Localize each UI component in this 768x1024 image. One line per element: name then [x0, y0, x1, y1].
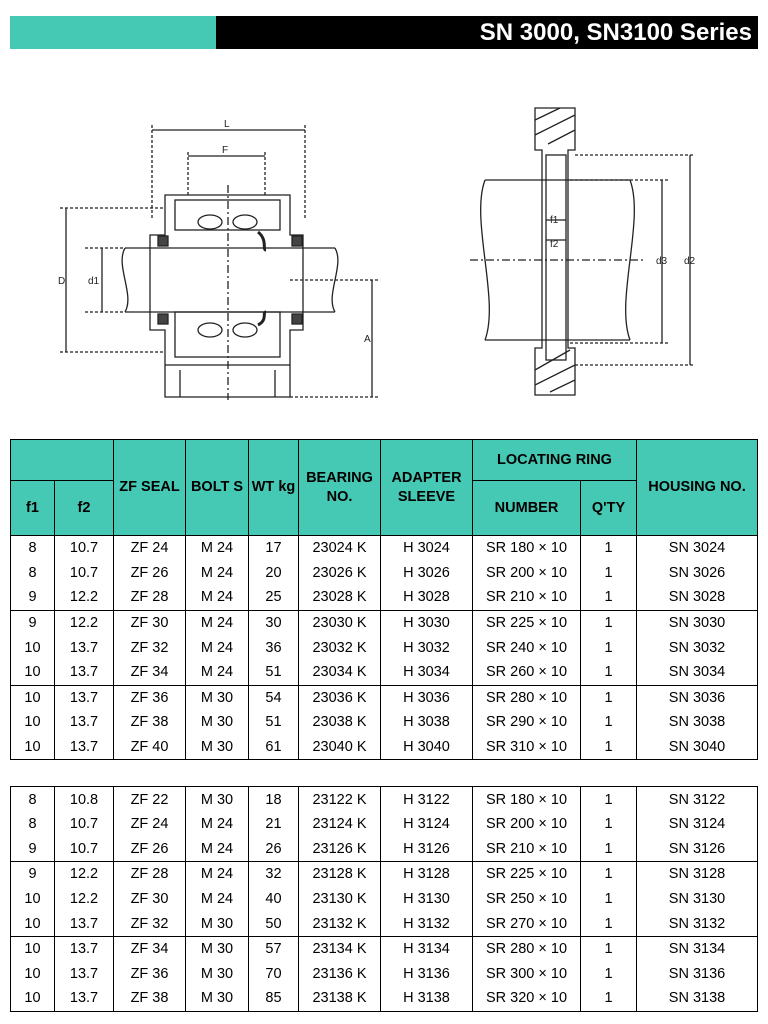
dim-label-L: L [224, 119, 230, 130]
cell-ring: SR 225 × 10 [473, 862, 581, 887]
header-f1: f1 [11, 481, 55, 536]
dim-label-A: A [364, 334, 371, 345]
cell-ring: SR 200 × 10 [473, 561, 581, 586]
cell-bearing: 23122 K [299, 787, 381, 812]
cell-adapter: H 3124 [381, 812, 473, 837]
cell-qty: 1 [581, 585, 637, 610]
cell-bolt: M 24 [186, 536, 249, 561]
cell-zf: ZF 36 [114, 962, 186, 987]
cell-f1: 10 [11, 986, 55, 1011]
table-row [11, 660, 758, 685]
cell-qty: 1 [581, 635, 637, 660]
table-row [11, 585, 758, 610]
page-title: SN 3000, SN3100 Series [216, 16, 758, 49]
header-qty: Q'TY [581, 481, 637, 536]
cell-adapter: H 3024 [381, 536, 473, 561]
cell-wt: 57 [249, 936, 299, 961]
cell-zf: ZF 38 [114, 710, 186, 735]
cell-wt: 25 [249, 585, 299, 610]
table-row [11, 787, 758, 812]
header-housing: HOUSING NO. [637, 440, 758, 536]
cell-adapter: H 3132 [381, 911, 473, 936]
table-row [11, 887, 758, 912]
dim-label-f1: f1 [550, 215, 559, 226]
cell-wt: 26 [249, 837, 299, 862]
header-blank [11, 440, 114, 481]
table-row [11, 610, 758, 635]
cell-f2: 13.7 [55, 936, 114, 961]
cell-housing: SN 3132 [637, 911, 758, 936]
cell-adapter: H 3032 [381, 635, 473, 660]
cell-wt: 70 [249, 962, 299, 987]
cell-bolt: M 24 [186, 812, 249, 837]
cell-f2: 10.7 [55, 812, 114, 837]
cell-bearing: 23136 K [299, 962, 381, 987]
cell-adapter: H 3034 [381, 660, 473, 685]
cell-adapter: H 3030 [381, 610, 473, 635]
cell-qty: 1 [581, 685, 637, 710]
cell-adapter: H 3134 [381, 936, 473, 961]
cell-bearing: 23134 K [299, 936, 381, 961]
cell-bearing: 23124 K [299, 812, 381, 837]
cell-ring: SR 240 × 10 [473, 635, 581, 660]
cell-adapter: H 3128 [381, 862, 473, 887]
dim-label-d2: d2 [684, 256, 696, 267]
table-row [11, 936, 758, 961]
cell-qty: 1 [581, 610, 637, 635]
cell-bolt: M 24 [186, 660, 249, 685]
cell-qty: 1 [581, 986, 637, 1011]
cell-qty: 1 [581, 787, 637, 812]
table-row [11, 685, 758, 710]
cell-f1: 10 [11, 635, 55, 660]
cell-f1: 9 [11, 837, 55, 862]
cell-bolt: M 24 [186, 561, 249, 586]
cell-zf: ZF 24 [114, 536, 186, 561]
cell-qty: 1 [581, 862, 637, 887]
cell-bearing: 23128 K [299, 862, 381, 887]
cell-ring: SR 290 × 10 [473, 710, 581, 735]
cell-bolt: M 30 [186, 787, 249, 812]
cell-zf: ZF 28 [114, 585, 186, 610]
header-locating-ring: LOCATING RING [473, 440, 637, 481]
cell-wt: 51 [249, 660, 299, 685]
table-row [11, 986, 758, 1011]
cell-adapter: H 3122 [381, 787, 473, 812]
cell-f1: 10 [11, 685, 55, 710]
cell-ring: SR 180 × 10 [473, 787, 581, 812]
table-row [11, 911, 758, 936]
cell-zf: ZF 36 [114, 685, 186, 710]
table-row [11, 561, 758, 586]
cell-wt: 17 [249, 536, 299, 561]
cell-bearing: 23132 K [299, 911, 381, 936]
cell-f2: 10.7 [55, 837, 114, 862]
cell-bolt: M 30 [186, 735, 249, 760]
header-adapter: ADAPTER SLEEVE [381, 440, 473, 536]
header-accent-bar [10, 16, 216, 49]
cell-zf: ZF 28 [114, 862, 186, 887]
cell-housing: SN 3038 [637, 710, 758, 735]
cell-bolt: M 24 [186, 862, 249, 887]
cell-bolt: M 24 [186, 887, 249, 912]
cell-f2: 12.2 [55, 862, 114, 887]
cell-f2: 10.8 [55, 787, 114, 812]
cell-ring: SR 200 × 10 [473, 812, 581, 837]
cell-qty: 1 [581, 735, 637, 760]
cell-bearing: 23040 K [299, 735, 381, 760]
cell-bolt: M 30 [186, 911, 249, 936]
cell-bolt: M 24 [186, 585, 249, 610]
cell-ring: SR 250 × 10 [473, 887, 581, 912]
cell-ring: SR 210 × 10 [473, 837, 581, 862]
cell-wt: 54 [249, 685, 299, 710]
dim-label-d1: d1 [88, 276, 100, 287]
cell-f1: 9 [11, 862, 55, 887]
cell-housing: SN 3138 [637, 986, 758, 1011]
cell-f1: 10 [11, 660, 55, 685]
cell-zf: ZF 22 [114, 787, 186, 812]
housing-cross-section-drawing [60, 125, 378, 400]
cell-qty: 1 [581, 962, 637, 987]
header-zf-seal: ZF SEAL [114, 440, 186, 536]
cell-wt: 85 [249, 986, 299, 1011]
cell-housing: SN 3130 [637, 887, 758, 912]
cell-housing: SN 3136 [637, 962, 758, 987]
cell-f1: 10 [11, 710, 55, 735]
cell-f2: 13.7 [55, 962, 114, 987]
cell-zf: ZF 30 [114, 610, 186, 635]
cell-ring: SR 225 × 10 [473, 610, 581, 635]
cell-f1: 9 [11, 610, 55, 635]
cell-zf: ZF 32 [114, 911, 186, 936]
header-bearing: BEARING NO. [299, 440, 381, 536]
cell-f2: 13.7 [55, 635, 114, 660]
cell-bolt: M 24 [186, 837, 249, 862]
header-wt: WT kg [249, 440, 299, 536]
cell-bearing: 23138 K [299, 986, 381, 1011]
cell-adapter: H 3136 [381, 962, 473, 987]
cell-qty: 1 [581, 710, 637, 735]
cell-adapter: H 3126 [381, 837, 473, 862]
cell-ring: SR 300 × 10 [473, 962, 581, 987]
cell-f2: 10.7 [55, 536, 114, 561]
cell-f2: 12.2 [55, 887, 114, 912]
cell-ring: SR 260 × 10 [473, 660, 581, 685]
cell-housing: SN 3034 [637, 660, 758, 685]
cell-ring: SR 270 × 10 [473, 911, 581, 936]
cell-ring: SR 320 × 10 [473, 986, 581, 1011]
cell-bolt: M 30 [186, 986, 249, 1011]
cell-f2: 13.7 [55, 685, 114, 710]
cell-housing: SN 3032 [637, 635, 758, 660]
cell-f1: 9 [11, 585, 55, 610]
header-bolts: BOLT S [186, 440, 249, 536]
spec-table [10, 439, 758, 1012]
table-row [11, 837, 758, 862]
cell-zf: ZF 24 [114, 812, 186, 837]
cell-f2: 13.7 [55, 710, 114, 735]
cell-ring: SR 210 × 10 [473, 585, 581, 610]
cell-housing: SN 3028 [637, 585, 758, 610]
cell-bearing: 23036 K [299, 685, 381, 710]
cell-wt: 50 [249, 911, 299, 936]
cell-ring: SR 280 × 10 [473, 936, 581, 961]
cell-housing: SN 3026 [637, 561, 758, 586]
cell-f2: 12.2 [55, 585, 114, 610]
cell-f1: 8 [11, 561, 55, 586]
cell-f2: 12.2 [55, 610, 114, 635]
table-row [11, 635, 758, 660]
cell-zf: ZF 30 [114, 887, 186, 912]
cell-housing: SN 3134 [637, 936, 758, 961]
cell-f1: 10 [11, 936, 55, 961]
cell-wt: 40 [249, 887, 299, 912]
table-row [11, 812, 758, 837]
cell-f1: 10 [11, 911, 55, 936]
cell-adapter: H 3130 [381, 887, 473, 912]
cell-f1: 10 [11, 887, 55, 912]
cell-bearing: 23028 K [299, 585, 381, 610]
cell-f1: 8 [11, 812, 55, 837]
cell-housing: SN 3128 [637, 862, 758, 887]
cell-bearing: 23130 K [299, 887, 381, 912]
table-row [11, 710, 758, 735]
cell-bolt: M 30 [186, 962, 249, 987]
cell-ring: SR 180 × 10 [473, 536, 581, 561]
table-row [11, 536, 758, 561]
cell-f2: 13.7 [55, 660, 114, 685]
cell-housing: SN 3126 [637, 837, 758, 862]
cell-housing: SN 3122 [637, 787, 758, 812]
technical-drawing [0, 100, 768, 400]
cell-bearing: 23026 K [299, 561, 381, 586]
cell-f2: 13.7 [55, 986, 114, 1011]
locating-ring-drawing [470, 108, 694, 395]
cell-adapter: H 3028 [381, 585, 473, 610]
cell-adapter: H 3036 [381, 685, 473, 710]
cell-f2: 13.7 [55, 911, 114, 936]
cell-zf: ZF 38 [114, 986, 186, 1011]
cell-zf: ZF 34 [114, 660, 186, 685]
cell-adapter: H 3026 [381, 561, 473, 586]
table-row [11, 735, 758, 760]
cell-zf: ZF 40 [114, 735, 186, 760]
cell-adapter: H 3138 [381, 986, 473, 1011]
cell-bearing: 23034 K [299, 660, 381, 685]
cell-f1: 10 [11, 735, 55, 760]
cell-wt: 18 [249, 787, 299, 812]
cell-wt: 36 [249, 635, 299, 660]
series-spacer [11, 760, 758, 787]
cell-qty: 1 [581, 660, 637, 685]
cell-wt: 32 [249, 862, 299, 887]
cell-housing: SN 3024 [637, 536, 758, 561]
cell-f1: 8 [11, 536, 55, 561]
cell-wt: 51 [249, 710, 299, 735]
cell-bolt: M 30 [186, 936, 249, 961]
cell-bearing: 23030 K [299, 610, 381, 635]
cell-bearing: 23038 K [299, 710, 381, 735]
cell-housing: SN 3030 [637, 610, 758, 635]
cell-qty: 1 [581, 887, 637, 912]
cell-wt: 20 [249, 561, 299, 586]
cell-wt: 21 [249, 812, 299, 837]
cell-bearing: 23024 K [299, 536, 381, 561]
cell-zf: ZF 26 [114, 837, 186, 862]
header-ring-number: NUMBER [473, 481, 581, 536]
cell-housing: SN 3040 [637, 735, 758, 760]
header-f2: f2 [55, 481, 114, 536]
cell-zf: ZF 32 [114, 635, 186, 660]
dim-label-d3: d3 [656, 256, 668, 267]
cell-qty: 1 [581, 936, 637, 961]
cell-bearing: 23126 K [299, 837, 381, 862]
cell-bolt: M 24 [186, 610, 249, 635]
dim-label-F: F [222, 145, 229, 156]
cell-bearing: 23032 K [299, 635, 381, 660]
cell-f2: 13.7 [55, 735, 114, 760]
dim-label-f2: f2 [550, 239, 559, 250]
cell-qty: 1 [581, 812, 637, 837]
cell-housing: SN 3036 [637, 685, 758, 710]
cell-wt: 30 [249, 610, 299, 635]
cell-housing: SN 3124 [637, 812, 758, 837]
cell-adapter: H 3038 [381, 710, 473, 735]
cell-f1: 10 [11, 962, 55, 987]
cell-qty: 1 [581, 536, 637, 561]
cell-qty: 1 [581, 837, 637, 862]
spacer-cell [11, 760, 758, 787]
cell-bolt: M 30 [186, 710, 249, 735]
cell-zf: ZF 26 [114, 561, 186, 586]
cell-wt: 61 [249, 735, 299, 760]
cell-zf: ZF 34 [114, 936, 186, 961]
cell-qty: 1 [581, 911, 637, 936]
cell-bolt: M 30 [186, 685, 249, 710]
cell-ring: SR 280 × 10 [473, 685, 581, 710]
cell-adapter: H 3040 [381, 735, 473, 760]
cell-bolt: M 24 [186, 635, 249, 660]
dim-label-D: D [58, 276, 66, 287]
cell-f2: 10.7 [55, 561, 114, 586]
cell-f1: 8 [11, 787, 55, 812]
table-row [11, 962, 758, 987]
cell-ring: SR 310 × 10 [473, 735, 581, 760]
cell-qty: 1 [581, 561, 637, 586]
table-row [11, 862, 758, 887]
